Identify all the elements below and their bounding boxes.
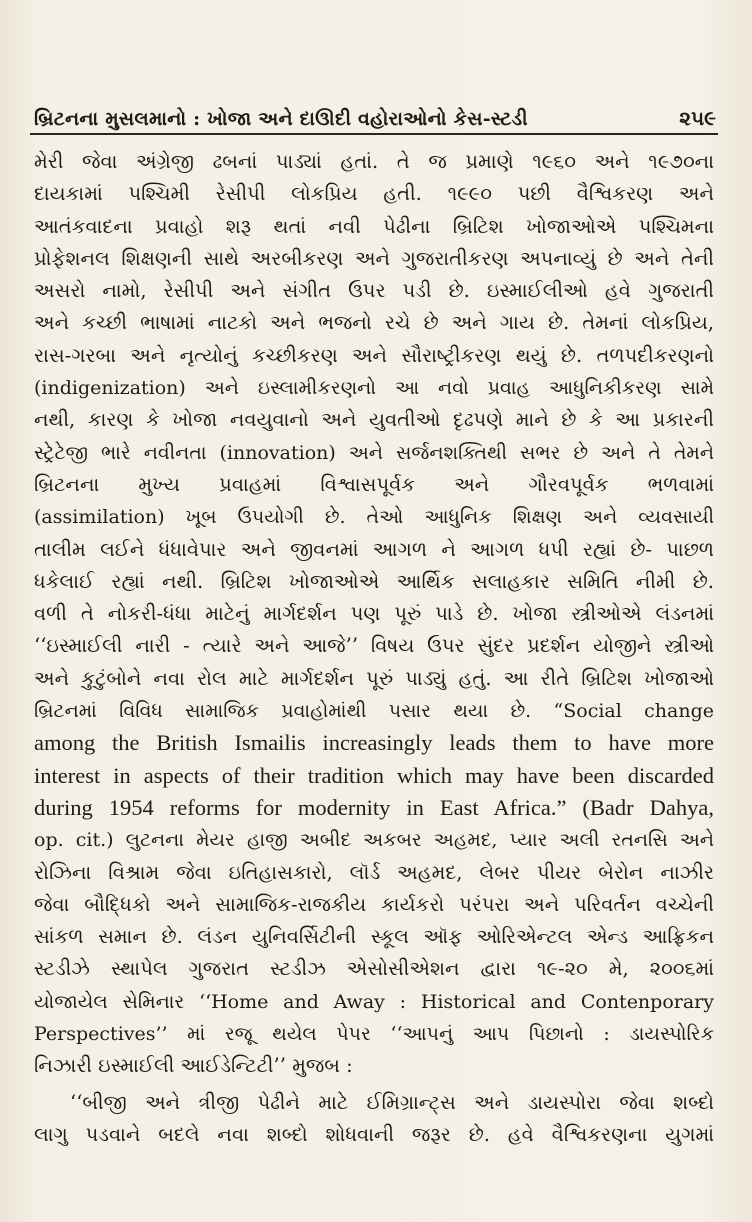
text-line: સ્ટ્રેટેજી ભારે નવીનતા (innovation) અને સર્જનશક્તિથી સભર છે અને તે તેમને: [34, 441, 714, 464]
text-line: સાંકળ સમાન છે. લંડન યુનિવર્સિટીની સ્કૂલ ઑફ ઓરિએન્ટલ એન્ડ આફ્રિકન: [34, 925, 714, 949]
text-line: અને કચ્છી ભાષામાં નાટકો અને ભજનો રચે છે અને ગાય છે. તેમનાં લોકપ્રિય,: [34, 311, 714, 335]
text-line: Perspectives’’ માં રજૂ થયેલ પેપર ‘‘આપનું આપ પિછાનો : ડાયસ્પોરિક: [34, 1023, 714, 1046]
text-line: નિઝારી ઇસ્માઈલી આઈડેન્ટિટી’’ મુજબ :: [34, 1054, 353, 1078]
body-text: [34, 146, 714, 1151]
text-line: મેરી જેવા અંગ્રેજી ઢબનાં પાડ્યાં હતાં. તે જ પ્રમાણે ૧૯૬૦ અને ૧૯૭૦ના: [34, 150, 714, 173]
text-line: among the British Ismailis increasingly leads them to have more: [34, 730, 714, 756]
text-line: રોઝિના વિશ્રામ જેવા ઇતિહાસકારો, લૉર્ડ અહમદ, લેબર પીયર બેરોન નાઝીર: [34, 860, 714, 884]
text-line: ‘‘બીજી અને ત્રીજી પેઢીને માટે ઈમિગ્રાન્ટ્સ અને ડાયસ્પોરા જેવા શબ્દો: [70, 1090, 714, 1114]
text-line: બ્રિટનના મુખ્ય પ્રવાહમાં વિશ્વાસપૂર્વક અને ગૌરવપૂર્વક ભળવામાં: [34, 472, 714, 496]
text-line: અને કુટુંબોને નવા રોલ માટે માર્ગદર્શન પૂરું પાડ્યું હતું. આ રીતે બ્રિટિશ ખોજાઓ: [34, 666, 714, 690]
text-line: લાગુ પડવાને બદલે નવા શબ્દો શોધવાની જરૂર છે. હવે વૈશ્વિકરણના યુગમાં: [34, 1122, 714, 1146]
text-line: તાલીમ લઈને ધંધાવેપાર અને જીવનમાં આગળ ને આગળ ધપી રહ્યાં છે- પાછળ: [34, 537, 714, 561]
text-line: વળી તે નોકરી-ધંધા માટેનું માર્ગદર્શન પણ પૂરું પાડે છે. ખોજા સ્ત્રીઓએ લંડનમાં: [34, 602, 714, 626]
page-number: ૨૫૯: [679, 106, 716, 130]
text-line: ‘‘ઇસ્માઈલી નારી - ત્યારે અને આજે’’ વિષય ઉપર સુંદર પ્રદર્શન યોજીને સ્ત્રીઓ: [34, 634, 714, 658]
text-line: બ્રિટનમાં વિવિધ સામાજિક પ્રવાહોમાંથી પસાર થયા છે. “Social change: [34, 700, 714, 723]
page-header: [34, 98, 716, 130]
text-line: જેવા બૌદ્ધિકો અને સામાજિક-રાજકીય કાર્યકરો પરંપરા અને પરિવર્તન વચ્ચેની: [34, 892, 714, 916]
text-line: (indigenization) અને ઇસ્લામીકરણનો આ નવો પ્રવાહ આધુનિકીકરણ સામે: [34, 377, 714, 400]
text-line: રાસ-ગરબા અને નૃત્યોનું કચ્છીકરણ અને સૌરાષ્ટ્રીકરણ થયું છે. તળપદીકરણનો: [34, 343, 714, 367]
text-line: op. cit.) લુટનના મેયર હાજી અબીદ અકબર અહમદ, પ્યાર અલી રતનસિ અને: [34, 829, 714, 852]
header-rule: [30, 133, 718, 135]
text-line: આતંકવાદના પ્રવાહો શરૂ થતાં નવી પેઢીના બ્રિટિશ ખોજાઓએ પશ્ચિમના: [34, 214, 714, 238]
text-line: સ્ટડીઝે સ્થાપેલ ગુજરાત સ્ટડીઝ એસોસીએશન દ્વારા ૧૯-૨૦ મે, ૨૦૦૬માં: [34, 957, 714, 981]
text-line: during 1954 reforms for modernity in East Africa.” (Badr Dahya,: [34, 794, 714, 820]
text-line: interest in aspects of their tradition which may have been discarded: [34, 762, 714, 788]
text-line: ધકેલાઈ રહ્યાં નથી. બ્રિટિશ ખોજાઓએ આર્થિક સલાહકાર સમિતિ નીમી છે.: [34, 569, 714, 593]
text-line: યોજાયેલ સેમિનાર ‘‘Home and Away : Historical and Contenporary: [34, 990, 714, 1013]
text-line: અસરો નામો, રેસીપી અને સંગીત ઉપર પડી છે. ઇસ્માઈલીઓ હવે ગુજરાતી: [34, 279, 714, 303]
text-line: પ્રોફેશનલ શિક્ષણની સાથે અરબીકરણ અને ગુજરાતીકરણ અપનાવ્યું છે અને તેની: [34, 246, 714, 270]
text-line: દાયકામાં પશ્ચિમી રેસીપી લોકપ્રિય હતી. ૧૯૯૦ પછી વૈશ્વિકરણ અને: [34, 182, 714, 206]
text-line: નથી, કારણ કે ખોજા નવયુવાનો અને યુવતીઓ દૃઢપણે માને છે કે આ પ્રકારની: [34, 408, 714, 432]
text-line: (assimilation) ખૂબ ઉપયોગી છે. તેઓ આધુનિક શિક્ષણ અને વ્યવસાયી: [34, 506, 714, 529]
running-title: બ્રિટનના મુસલમાનો : ખોજા અને દાઊદી વહોરાઓનો કેસ-સ્ટડી: [34, 108, 528, 130]
